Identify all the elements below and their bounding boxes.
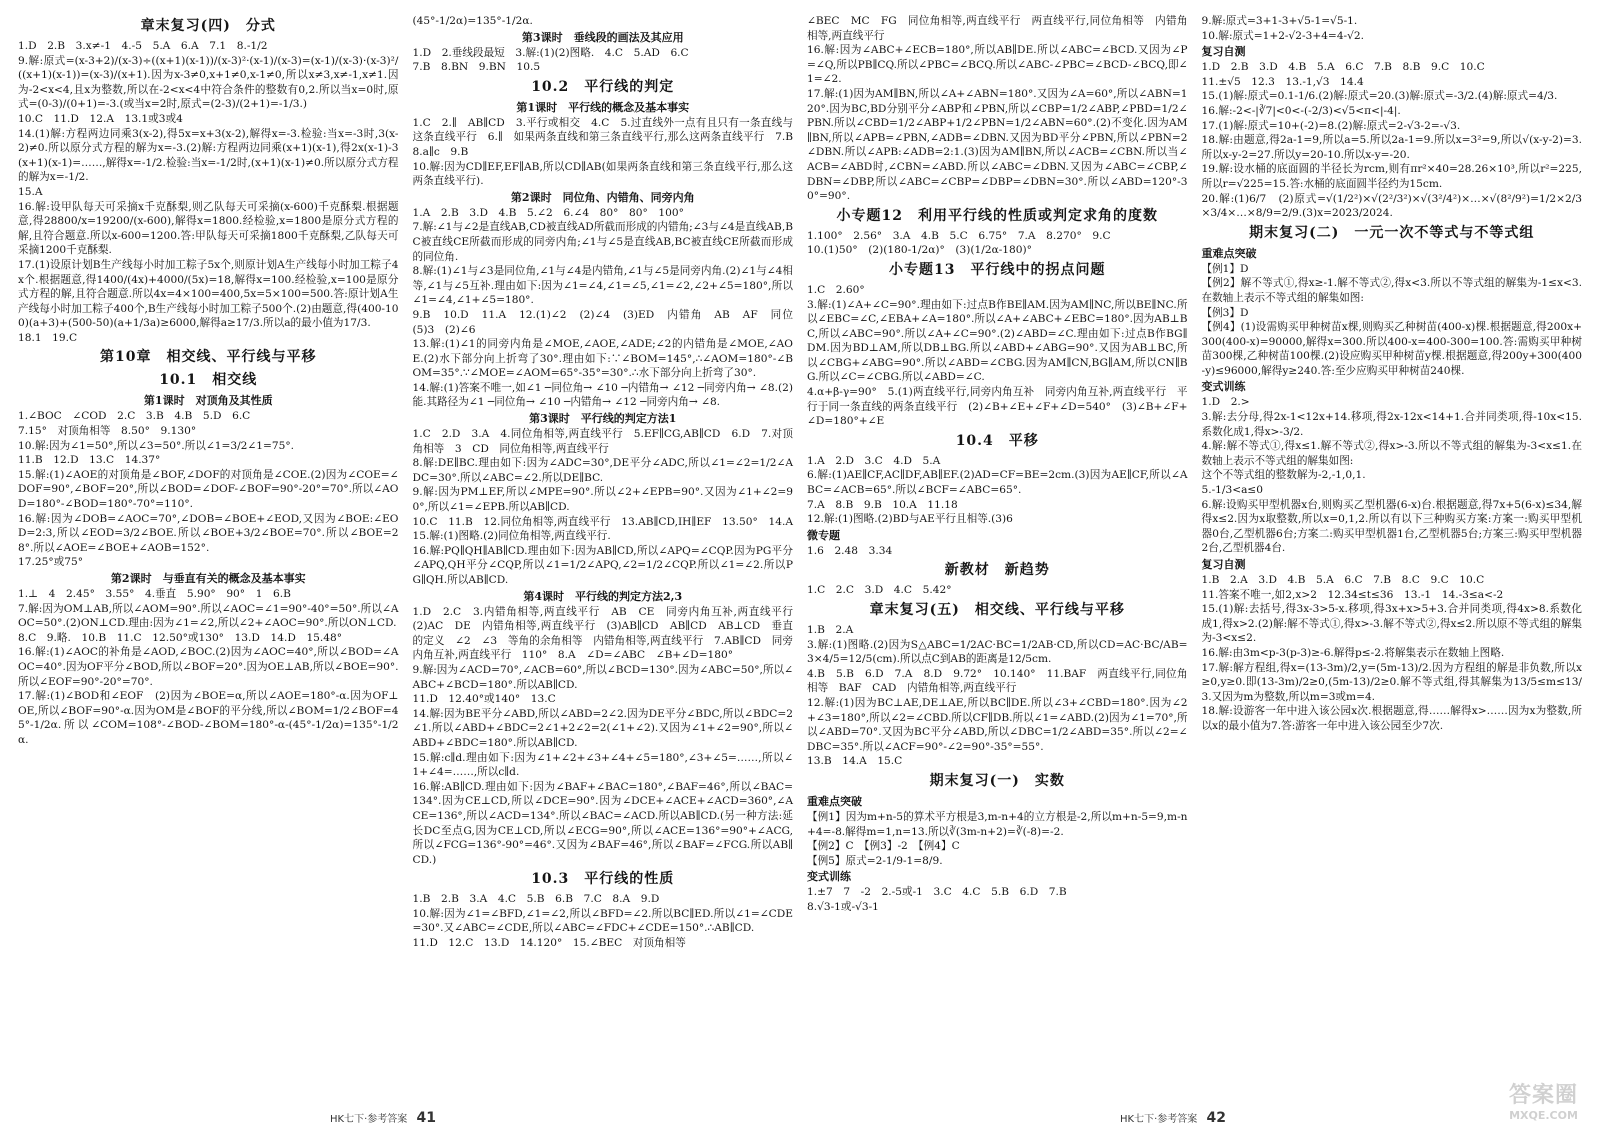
key-points-label: 重难点突破 [807,794,862,808]
answer-list [18,39,399,345]
answer-line: 13.解:(1)∠1的同旁内角是∠MOE,∠AOE,∠ADE;∠2的内错角是∠MOE,∠AOE.(2)水下部分向上折弯了30°.理由如下:∵∠BOM=145°,∴∠AOM=180°-∠BOM=35°.∵∠MOE=∠AOM=65°-35°=30°.∴水下部分向上折弯了30°. [412,338,793,380]
answer-list [807,229,1188,258]
column-4 [1202,14,1583,1102]
answer-line: 【例1】D [1201,262,1249,275]
answer-line: 1.B 2.A [807,624,854,636]
answer-line: 17.解:(1)∠BOD和∠EOF (2)因为∠BOE=α,所以∠AOE=180°-α.因为OF⊥OE,所以∠BOF=90°-α.因为OM是∠BOF的平分线,所以∠BOM=1/2∠BOF=45°-1/2α.所以∠COM=108°-∠BOD-∠BOM=180°-α-(45°-1/2α)=135°-1/2α. [18,690,399,746]
watermark-text: 答案圈 [1508,1083,1578,1108]
answer-list [1202,573,1583,734]
watermark-logo [1509,1078,1578,1122]
answer-line: 6.解:设购买甲型机器x台,则购买乙型机器(6-x)台.根据题意,得7x+5(6-x)≤34,解得x≤2.因为x取整数,所以x=0,1,2.所以有以下三种购买方案:方案一:购买甲型机器0台,乙型机器6台;方案二:购买甲型机器1台,乙型机器5台;方案三:购买甲型机器2台,乙型机器4台. [1201,498,1582,555]
answer-line: 7.B 8.BN 9.BN 10.5 [412,61,541,74]
footer-label: HK七下·参考答案 [1120,1114,1198,1125]
answer-line: 18.1 19.C [18,331,78,344]
answer-line: 9.解:原式=3+1-3+√5-1=√5-1. [1201,15,1358,27]
final-review-title: 期末复习(二) 一元一次不等式与不等式组 [1249,224,1535,241]
answer-list [413,892,794,950]
answer-line: 15.(1)解:原式=0.1-1/6.(2)解:原式=20.(3)解:原式=-3/2.(4)解:原式=4/3. [1201,90,1558,103]
column-3 [807,14,1188,1102]
answer-line: 10.(1)50° (2)(180-1/2α)° (3)(1/2α-180)° [807,244,1032,257]
answer-line: 12.解:(1)因为BC⊥AE,DE⊥AE,所以BC∥DE.所以∠3+∠CBD=180°.因为∠2+∠3=180°,所以∠2=∠CBD.所以CF∥DB.所以∠1=∠ABD.(2)因为∠1=70°,所以∠ABD=70°.又因为BC平分∠ABD,所以∠DBC=1/2∠ABD=35°.所以∠2=∠DBC=35°.所以∠ACF=90°-∠2=90°-35°=55°. [807,696,1188,753]
lesson-title: 第3课时 垂线段的画法及其应用 [521,30,684,44]
answer-line: 3.解:(1)∠A+∠C=90°.理由如下:过点B作BE∥AM.因为AM∥NC,所以BE∥NC.所以∠EBC=∠C,∠EBA+∠A=180°.所以∠A+∠ABC+∠EBC=180°.因为AB⊥BC,所以∠ABC=90°.所以∠A+∠C=90°.(2)∠ABD=∠C.理由如下:过点B作BG∥DM.因为BD⊥AM,所以DB⊥BG.所以∠ABD+∠ABG=90°.又因为AB⊥BC,所以∠CBG+∠ABG=90°.所以∠ABD=∠CBG.因为AM∥CN,BG∥AM,所以CN∥BG.所以∠C=∠CBG.所以∠ABD=∠C. [807,298,1188,384]
answer-line: 8.√3-1或-√3-1 [807,900,879,913]
answer-line: 15.解:c∥d.理由如下:因为∠1+∠2+∠3+∠4+∠5=180°,∠3+∠5=……,所以∠1+∠4=……,所以c∥d. [412,751,793,779]
answer-line: (45°-1/2α)=135°-1/2α. [412,15,533,27]
watermark-url: MXQE.COM [1509,1109,1578,1122]
answer-line: 17.解:解方程组,得x=(13-3m)/2,y=(5m-13)/2.因为方程组的解是非负数,所以x≥0,y≥0.即(13-3m)/2≥0,(5m-13)/2≥0.解不等式组,得其解集为13/5≤m≤13/3.又因为m为整数,所以m=3或m=4. [1201,661,1582,703]
answer-line: 16.解:PQ∥QH∥AB∥CD.理由如下:因为AB∥CD,所以∠APQ=∠CQP.因为PG平分∠APQ,QH平分∠CQP,所以∠1=1/2∠APQ,∠2=1/2∠CQP.所以∠1=∠2.所以PG∥QH.所以AB∥CD. [412,544,793,586]
answer-line: 【例2】C 【例3】-2 【例4】C [807,840,960,853]
answer-list [807,544,1188,559]
micro-topic-label: 微专题 [807,528,840,542]
footer-right [1120,1110,1226,1126]
answer-line: 1.D 2.> [1201,396,1250,409]
answer-line: 1.⊥ 4 2.45° 3.55° 4.垂直 5.90° 90° 1 6.B [18,588,291,600]
answer-line: 11.B 12.D 13.C 14.37° [18,454,161,467]
answer-line: 【例2】解不等式①,得x≥-1.解不等式②,得x<3.所以不等式组的解集为-1≤x<3.在数轴上表示不等式组的解集如图: [1201,277,1582,304]
answer-line: 1.D 2.垂线段最短 3.解:(1)(2)图略. 4.C 5.AD 6.C [412,46,689,59]
answer-line: 【例5】原式=2-1/9-1=8/9. [807,854,943,867]
answer-line: 20.解:(1)6/7 (2)原式=√(1/2²)×√(2²/3²)×√(3²/4²)×…×√(8²/9²)=1/2×2/3×3/4×…×8/9=2/9.(3)x=2023/2024. [1201,192,1582,220]
answer-line: 17.(1)解:原式=10+(-2)=8.(2)解:原式=2-√3-2=-√3. [1201,119,1461,132]
answer-line: 7.15° 对顶角相等 8.50° 9.130° [18,425,197,438]
answer-line: 4.B 5.B 6.D 7.A 8.D 9.72° 10.140° 11.BAF 两直线平行,同位角相等 BAF CAD 内错角相等,两直线平行 [807,667,1188,695]
answer-line: 18.解:设游客一年中进入该公园x次.根据题意,得……解得x>……因为x为整数,所以x的最小值为7.答:游客一年中进入该公园至少7次. [1201,705,1582,732]
answer-line: 1.C 2.∥ AB∥CD 3.平行或相交 4.C 5.过直线外一点有且只有一条直线与这条直线平行 6.∥ 如果两条直线和第三条直线平行,那么这两条直线平行 7.B 8.a∥c 9.B [412,116,804,158]
answer-line: 18.解:由题意,得2a-1=9,所以a=5.所以2a-1=9.所以x=3²=9,所以√(x-y-2)=3.所以x-y-2=27.所以y=20-10.所以x-y=-20. [1201,134,1582,161]
answer-line: 11.D 12.40°或140° 13.C [412,693,556,706]
answer-line: 17.(1)设原计划B生产线每小时加工粽子5x个,则原计划A生产线每小时加工粽子4x个.根据题意,得1400/(4x)+4000/(5x)=18,解得x=100.经检验,x=100是原分式方程的解,且符合题意.所以4x=4×100=400,5x=5×100=500.答:原计划A生产线每小时加工粽子400个,B生产线每小时加工粽子500个.(2)由题意,得(400-100)(a+3)+(500-50)(a+1/3a)≥6000,解得a≥17/3.所以a的最小值为17/3. [18,258,399,330]
lesson-title: 第3课时 平行线的判定方法1 [529,412,677,426]
answer-line: 14.解:因为BE平分∠ABD,所以∠ABD=2∠2.因为DE平分∠BDC,所以∠BDC=2∠1.所以∠ABD+∠BDC=2∠1+2∠2=2(∠1+∠2).又因为∠1+∠2=90°,所以∠ABD+∠BDC=180°.所以AB∥CD. [412,707,793,749]
lesson-title: 第1课时 对顶角及其性质 [143,394,273,408]
answer-line: 10.解:因为CD∥EF,EF∥AB,所以CD∥AB(如果两条直线和第三条直线平行,那么这两条直线平行). [412,160,793,188]
answer-line: 1.C 2.C 3.D 4.C 5.42° [807,584,952,597]
answer-line: 15.解:(1)∠AOE的对顶角是∠BOF,∠DOF的对顶角是∠COE.(2)因为∠COE=∠DOF=90°,∠BOF=20°,所以∠BOD=∠DOF-∠BOF=90°-20°=70°.所以∠AOD=180°-∠BOD=180°-70°=110°. [18,468,399,511]
answer-list [413,14,794,29]
answer-line: 19.解:设水桶的底面圆的半径长为rcm,则有πr²×40=28.26×10³,所以r²=225,所以r=√225=15.答:水桶的底面圆半径约为15cm. [1201,163,1582,190]
answer-list [1202,14,1583,43]
answer-list [807,454,1188,527]
topic-title: 小专题12 利用平行线的性质或判定求角的度数 [836,207,1158,224]
answer-line: 1.B 2.B 3.A 4.C 5.B 6.B 7.C 8.A 9.D [412,893,660,906]
answer-line: 7.A 8.B 9.B 10.A 11.18 [807,498,958,511]
answer-line: 9.解:因为PM⊥EF,所以∠MPE=90°.所以∠2+∠EPB=90°.又因为∠1+∠2=90°,所以∠1=∠EPB.所以AB∥CD. [412,486,793,514]
answer-line: 16.解:因为∠DOB=∠AOC=70°,∠DOB=∠BOE+∠EOD,又因为∠BOE:∠EOD=2:3,所以∠EOD=3/2∠BOE.所以∠BOE+3/2∠BOE=70°.所以∠BOE=28°.所以∠AOE=∠BOE+∠AOB=152°. [18,512,399,554]
answer-line: 1.D 2.B 3.D 4.B 5.A 6.C 7.B 8.B 9.C 10.C [1201,61,1485,74]
answer-line: 1.6 2.48 3.34 [807,544,893,557]
answer-list [807,14,1188,204]
lesson-title: 第2课时 同位角、内错角、同旁内角 [510,190,695,204]
answer-line: 9.解:因为∠ACD=70°,∠ACB=60°,所以∠BCD=130°.因为∠ABC=50°,所以∠ABC+∠BCD=180°.所以AB∥CD. [412,663,793,691]
answer-list [18,409,399,570]
lesson-title: 第4课时 平行线的判定方法2,3 [523,589,683,603]
answer-list [807,583,1188,598]
answer-line: 16.解:-2<-|∛7|<0<-(-2/3)<√5<π<|-4|. [1201,104,1401,117]
answer-line: 8.解:(1)∠1与∠3是同位角,∠1与∠4是内错角,∠1与∠5是同旁内角.(2)∠1与∠4相等,∠1与∠5互补.理由如下:因为∠1=∠4,∠1=∠5,∠1=∠2,∠2+∠5=180°,所以∠1=∠4,∠1+∠5=180°. [412,265,793,307]
self-test-label: 复习自测 [1201,558,1246,571]
answer-line: 【例1】因为m+n-5的算术平方根是3,m-n+4的立方根是-2,所以m+n-5=9,m-n+4=-8.解得m=1,n=13.所以∛(3m-n+2)=∛(-8)=-2. [807,810,1188,838]
answer-list [412,206,804,410]
section-title: 10.3 平行线的性质 [531,871,675,888]
answer-line: 10.解:因为∠1=∠BFD,∠1=∠2,所以∠BFD=∠2.所以BC∥ED.所以∠1=∠CDE=30°.又∠ABC=∠CDE,所以∠ABC=∠FDC+∠CDE=150°.∴AB∥CD. [412,907,793,935]
answer-line: 17.25°或75° [18,556,83,569]
final-review-title: 期末复习(一) 实数 [929,772,1065,789]
section-title: 10.4 平移 [955,432,1039,449]
answer-list [1202,395,1583,556]
answer-list [1202,60,1583,221]
answer-line: 1.C 2.D 3.A 4.同位角相等,两直线平行 5.EF∥CG,AB∥CD 6.D 7.对顶角相等 3 CD 同位角相等,两直线平行 [412,428,793,455]
column-1 [18,14,399,1102]
answer-line: 1.D 2.C 3.内错角相等,两直线平行 AB CE 同旁内角互补,两直线平行 (2)AC DE 内错角相等,两直线平行 (3)AB∥CD AB∥CD AB⊥CD 垂直的定义 ∠2 ∠3 等角的余角相等 内错角相等,两直线平行 7.AB∥CD 同旁内角互补,两直线平行 110° 8.A ∠D=∠ABC ∠B+∠D=180° [412,605,804,662]
self-test-label: 复习自测 [1201,45,1246,59]
answer-line: 16.解:设甲队每天可采摘x千克酥梨,则乙队每天可采摘(x-600)千克酥梨.根据题意,得28800/x=19200/(x-600),解得x=1800.经检验,x=1800是原分式方程的解,且符合题意.所以x-600=1200.答:甲队每天可采摘1800千克酥梨,乙队每天可采摘1200千克酥梨. [18,200,399,257]
answer-line: 10.C 11.D 12.A 13.1或3或4 [18,112,183,125]
topic-title: 小专题13 平行线中的拐点问题 [889,261,1106,278]
answer-list [412,605,804,868]
section-title: 章末复习(四) 分式 [140,18,276,34]
answer-line: 8.解:DE∥BC.理由如下:因为∠ADC=30°,DE平分∠ADC,所以∠1=∠2=1/2∠ADC=30°.所以∠ABC=∠2.所以DE∥BC. [412,457,793,484]
answer-line: 5.-1/3<a≤0 [1201,484,1264,497]
answer-line: 【例3】D [1201,306,1249,319]
answer-list [412,116,804,189]
answer-line: 17.解:(1)因为AM∥BN,所以∠A+∠ABN=180°.又因为∠A=60°,所以∠ABN=120°.因为BC,BD分别平分∠ABP和∠PBN,所以∠CBP=1/2∠ABP,∠PBD=1/2∠PBN.所以∠CBD=1/2∠ABP+1/2∠PBN=1/2∠ABN=60°.(2)不变化.因为AM∥BN,所以∠APB=∠PBN,∠ADB=∠DBN.又因为BD平分∠PBN,所以∠PBN=2∠DBN.所以∠APB:∠ADB=2:1.(3)因为AM∥BN,所以∠ACB=∠CBN.所以当∠ACB=∠ABD时,∠CBN=∠ABD.所以∠ABC=∠DBN.又因为∠ABC=∠CBP,∠DBN=∠DBP,所以∠ABC=∠CBP=∠DBP=∠DBN=30°.所以∠ABD=120°-30°=90°. [807,87,1188,203]
variant-training-label: 变式训练 [807,870,851,884]
answer-line: 16.解:(1)∠AOC的补角是∠AOD,∠BOC.(2)因为∠AOC=40°,所以∠BOD=∠AOC=40°.因为OF平分∠BOD,所以∠BOF=20°.因为OE⊥AB,所以∠BOE=90°.所以∠EOF=90°-20°=70°. [18,646,399,688]
answer-line: 12.解:(1)图略.(2)BD与AE平行且相等.(3)6 [807,513,1013,526]
answer-list [807,623,1188,769]
variant-training-label: 变式训练 [1201,380,1246,394]
answer-line: 10.解:因为∠1=50°,所以∠3=50°.所以∠1=3/2∠1=75°. [18,439,295,452]
answer-line: 1.A 2.D 3.C 4.D 5.A [807,454,941,467]
answer-list [807,810,1188,868]
answer-list [807,283,1188,429]
answer-line: 1.∠BOC ∠COD 2.C 3.B 4.B 5.D 6.C [18,410,251,423]
answer-line: 1.D 2.B 3.x≠-1 4.-5 5.A 6.A 7.1 8.-1/2 [18,40,268,52]
answer-line: 7.解:因为OM⊥AB,所以∠AOM=90°.所以∠AOC=∠1=90°-40°=50°.所以∠AOC=50°.(2)ON⊥CD.理由:因为∠1=∠2,所以∠2+∠AOC=90°.所以ON⊥CD. [18,602,399,630]
answer-line: 16.解:AB∥CD.理由如下:因为∠BAF+∠BAC=180°,∠BAF=46°,所以∠BAC=134°.因为CE⊥CD,所以∠DCE=90°.因为∠DCE+∠ACE+∠ACD=360°,∠ACE=136°,所以∠ACD=134°.所以∠BAC=∠ACD.所以AB∥CD.(另一种方法:延长DC至点G,因为CE⊥CD,所以∠ECG=90°,所以∠ACE=136°=90°+∠ACG,所以∠FCG=136°-90°=46°.又因为∠BAF=46°,所以∠BAF=∠FCG.所以AB∥CD.) [412,780,793,866]
answer-line: 13.B 14.A 15.C [807,755,903,768]
answer-line: 11.答案不唯一,如2,x>2 12.34≤t≤36 13.-1 14.-3≤a<-2 [1201,588,1504,601]
answer-list [807,885,1188,914]
answer-line: 14.(1)解:方程两边同乘3(x-2),得5x=x+3(x-2),解得x=-3.检验:当x=-3时,3(x-2)≠0.所以原分式方程的解为x=-3.(2)解:方程两边同乘(x+1)(x-1),得2x(x-1)-3(x+1)(x-1)=……,解得x=-1/2.检验:当x=-1/2时,(x+1)(x-1)≠0.所以原分式方程的解为x=-1/2. [18,127,399,184]
key-points-label: 重难点突破 [1201,246,1257,260]
answer-line: 11.±√5 12.3 13.-1,√3 14.4 [1201,75,1364,88]
chapter-title: 第10章 相交线、平行线与平移 [100,349,317,366]
answer-line: 10.C 11.B 12.同位角相等,两直线平行 13.AB∥CD,IH∥EF 13.50° 14.A 15.解:(1)图略.(2)同位角相等,两直线平行. [412,515,804,543]
section-title: 10.2 平行线的判定 [531,78,675,95]
answer-line: 16.解:由3m<p-3(p-3)≥-6.解得p≤-2.将解集表示在数轴上图略. [1201,646,1505,659]
footer-left [330,1110,436,1126]
answer-line: 3.解:(1)图略.(2)因为S△ABC=1/2AC·BC=1/2AB·CD,所以CD=AC·BC/AB=3×4/5=12/5(cm).所以点C到AB的距离是12/5cm. [807,638,1188,666]
answer-line: 15.A [18,185,43,198]
answer-line: 3.解:去分母,得2x-1<12x+14.移项,得2x-12x<14+1.合并同类项,得-10x<15.系数化成1,得x>-3/2. [1201,411,1582,438]
trend-title: 新教材 新趋势 [944,562,1050,579]
answer-line: 14.解:(1)答案不唯一,如∠1 ─同位角→ ∠10 ─内错角→ ∠12 ─同旁内角→ ∠8.(2)能.其路径为∠1 ─同位角→ ∠10 ─内错角→ ∠12 ─同旁内角→ ∠8. [412,381,793,409]
answer-line: 【例4】(1)设需购买甲种树苗x棵,则购买乙种树苗(400-x)棵.根据题意,得200x+300(400-x)=90000,解得x=300.所以400-x=400-300=100.答:需购买甲种树苗300棵,乙种树苗100棵.(2)设应购买甲种树苗y棵.根据题意,得200y+300(400-y)≤96000,解得y≥240.答:至少应购买甲种树苗240棵. [1201,321,1582,377]
answer-line: 4.解:解不等式①,得x≤1.解不等式②,得x>-3.所以不等式组的解集为-3<x≤1.在数轴上表示不等式组的解集如图: [1201,440,1582,467]
answer-list [18,587,399,748]
answer-list [413,46,794,75]
lesson-title: 第1课时 平行线的概念及基本事实 [516,100,690,114]
answer-list [412,427,804,588]
answer-line: 8.C 9.略. 10.B 11.C 12.50°或130° 13.D 14.D 15.48° [18,631,343,644]
answer-line: 16.解:因为∠ABC+∠ECB=180°,所以AB∥DE.所以∠ABC=∠BCD.又因为∠P=∠Q,所以PB∥CQ.所以∠PBC=∠BCQ.所以∠ABC-∠PBC=∠BCD-∠BCQ,即∠1=∠2. [807,44,1188,86]
answer-line: 9.B 10.D 11.A 12.(1)∠2 (2)∠4 (3)ED 内错角 AB AF 同位 (5)3 (2)∠6 [412,308,804,336]
answer-line: 9.解:原式=(x-3+2)/(x-3)÷((x+1)(x-1))/(x-3)²·(x-1)/(x-3)=(x-1)/(x-3)·(x-3)²/((x+1)(x-1))=(x-3)/(x+1).因为x-3≠0,x+1≠0,x-1≠0,所以x≠3,x≠-1,x≠1.因为-2<x<4,且x为整数,所以在-2<x<4中符合条件的整数有0,2.所以当x=0时,原式=(0-3)/(0+1)=-3.(或当x=2时,原式=(2-3)/(2+1)=-1/3.) [18,54,399,111]
column-2 [412,14,804,1102]
answer-line: 1.B 2.A 3.D 4.B 5.A 6.C 7.B 8.C 9.C 10.C [1201,574,1485,586]
answer-line: 4.α+β-γ=90° 5.(1)两直线平行,同旁内角互补 同旁内角互补,两直线平行 平行于同一条直线的两条直线平行 (2)∠B+∠E+∠F+∠D=540° (3)∠B+∠F+∠D=180°+∠E [807,386,1188,428]
answer-line: 6.解:(1)AE∥CF,AC∥DF,AB∥EF.(2)AD=CF=BE=2cm.(3)因为AE∥CF,所以∠ABC=∠ACB=65°.所以∠BCF=∠ABC=65°. [807,469,1188,497]
answer-list [1202,262,1583,379]
answer-line: 1.100° 2.56° 3.A 4.B 5.C 6.75° 7.A 8.270° 9.C [807,229,1111,242]
answer-line: 1.A 2.B 3.D 4.B 5.∠2 6.∠4 80° 80° 100° [412,206,684,219]
answer-line: 1.±7 7 -2 2.-5或-1 3.C 4.C 5.B 6.D 7.B [807,886,1067,899]
page-number: 41 [416,1110,436,1126]
answer-line: 这个不等式组的整数解为-2,-1,0,1. [1201,469,1366,482]
answer-line: 11.D 12.C 13.D 14.120° 15.∠BEC 对顶角相等 [412,937,686,950]
lesson-title: 第2课时 与垂直有关的概念及基本事实 [110,572,306,585]
page-number: 42 [1206,1110,1226,1126]
review-title: 章末复习(五) 相交线、平行线与平移 [869,602,1125,618]
answer-line: 10.解:原式=1+2-√2-3+4=4-√2. [1201,29,1364,42]
answer-line: 1.C 2.60° [807,283,865,296]
section-title: 10.1 相交线 [159,372,258,389]
answer-line: ∠BEC MC FG 同位角相等,两直线平行 两直线平行,同位角相等 内错角相等,两直线平行 [807,15,1188,42]
answer-line: 15.(1)解:去括号,得3x-3>5-x.移项,得3x+x>5+3.合并同类项,得4x>8.系数化成1,得x>2.(2)解:解不等式①,得x>-3.解不等式②,得x≤2.所以原不等式组的解集为-3<x≤2. [1201,603,1582,645]
answer-line: 7.解:∠1与∠2是直线AB,CD被直线AD所截而形成的内错角;∠3与∠4是直线AB,BC被直线CE所截而形成的同旁内角;∠1与∠5是直线AB,BC被直线CE所截而形成的同位角. [412,221,793,263]
footer-label: HK七下·参考答案 [330,1114,408,1125]
